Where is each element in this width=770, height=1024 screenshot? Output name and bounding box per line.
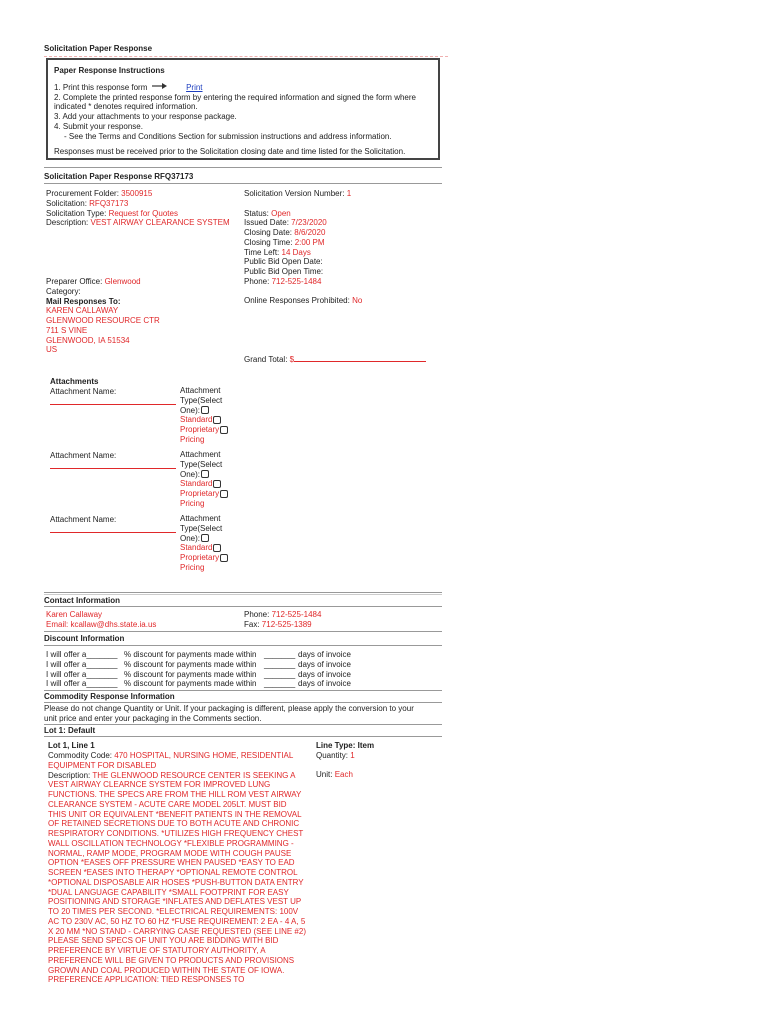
description-line: PREFERENCE BY VIRTUE OF STATUTORY AUTHORITY, A xyxy=(48,946,266,955)
description-line: AC TO 230V AC, 50 HZ TO 60 HZ *FUSE REQUIREMENT: 2 EA - 4 A, 5 xyxy=(48,916,306,926)
title-divider xyxy=(44,56,448,57)
description-line: THIS UNIT OR EQUIVALENT *BENEFIT PATIENTS IN THE REMOVAL xyxy=(48,809,302,819)
checkbox[interactable] xyxy=(201,406,209,414)
arrow-right-icon xyxy=(150,82,170,93)
commodity-code: 470 HOSPITAL, NURSING HOME, RESIDENTIAL xyxy=(114,751,294,760)
grand-total-field[interactable] xyxy=(294,354,426,362)
grand-total: Grand Total: $ xyxy=(244,354,426,365)
attachment-name-label: Attachment Name: xyxy=(50,387,117,396)
discount-col-1 xyxy=(46,650,117,689)
public-bid-open-time: Public Bid Open Time: xyxy=(244,267,324,277)
discount-col-2: % discount for payments made within % discount for payments made within % discount for payments made within % discount for payments made within xyxy=(124,650,257,689)
description-line: X 20 MM *NO STAND - CARRYING CASE REQUESTED (SEE LINE #2) xyxy=(48,926,306,936)
instruction-deadline: Responses must be received prior to the Solicitation closing date and time listed for the Solicitation. xyxy=(54,147,406,157)
proprietary-checkbox[interactable] xyxy=(220,426,228,434)
instructions-title: Paper Response Instructions xyxy=(54,66,165,75)
divider xyxy=(44,645,442,646)
instructions-box xyxy=(46,58,440,160)
mail-block xyxy=(46,277,160,355)
discount-offer-field[interactable]: I will offer a_______ xyxy=(46,650,118,659)
lot-title: Lot 1: Default xyxy=(44,726,96,735)
discount-offer-field[interactable]: I will offer a_______ xyxy=(46,669,118,679)
attachment-name-label: Attachment Name: xyxy=(50,515,117,524)
divider xyxy=(44,702,442,703)
attachments-title: Attachments xyxy=(50,377,99,386)
contact-phone: Phone: 712-525-1484 xyxy=(244,610,322,619)
attachment-type-2: Attachment Type(Select One): Standard Proprietary Pricing xyxy=(180,450,228,509)
public-bid-open-date: Public Bid Open Date: xyxy=(244,257,323,267)
description-line: *OPTIONAL DISPOSABLE AIR HOSES *PUSH-BUTTON DATA ENTRY xyxy=(48,877,304,887)
description-line: *DUAL LANGUAGE CAPABILITY *SMALL FOOTPRINT FOR EASY xyxy=(48,887,289,897)
divider xyxy=(44,183,442,184)
attachment-name-label: Attachment Name: xyxy=(50,451,117,460)
instruction-step-4: 4. Submit your response. xyxy=(54,121,143,131)
description-line: TO 20 TIMES PER SECOND. *ELECTRICAL REQUIREMENTS: 100V xyxy=(48,907,299,916)
discount-days-field[interactable]: _______ xyxy=(264,650,296,659)
contact-fax: Fax: 712-525-1389 xyxy=(244,620,312,629)
checkbox[interactable] xyxy=(201,534,209,542)
mail-line: KAREN CALLAWAY xyxy=(46,306,119,316)
online-responses: Online Responses Prohibited: No xyxy=(244,296,363,305)
checkbox[interactable] xyxy=(201,470,209,478)
commodity-note-cont: unit price and enter your packaging in the Comments section. xyxy=(44,714,262,723)
solicitation-header: Solicitation Paper Response RFQ37173 xyxy=(44,172,194,181)
proprietary-checkbox[interactable] xyxy=(220,490,228,498)
phone: Phone: 712-525-1484 xyxy=(244,276,322,286)
attachment-row-2 xyxy=(50,451,176,472)
divider xyxy=(44,167,442,168)
time-left: Time Left: 14 Days xyxy=(244,247,311,257)
procurement-folder: Procurement Folder: 3500915 xyxy=(46,189,153,198)
discount-days-field[interactable]: _______ xyxy=(264,679,296,689)
divider xyxy=(44,606,442,607)
discount-days-field[interactable]: _______ xyxy=(264,669,296,679)
description-line: RESPIRATORY CONDITIONS. *UTILIZES HIGH FREQUENCY CHEST xyxy=(48,829,304,838)
page-title: Solicitation Paper Response xyxy=(44,44,153,53)
discount-days-field[interactable]: _______ xyxy=(264,659,296,669)
divider xyxy=(44,724,442,725)
description-line: GROWN AND COAL PRODUCED WITHIN THE STATE OF IOWA. xyxy=(48,965,285,975)
discount-offer-field[interactable]: I will offer a_______ xyxy=(46,659,118,669)
lot-line-label: Lot 1, Line 1 xyxy=(48,741,95,750)
mail-responses-label: Mail Responses To: xyxy=(46,296,121,306)
description-line: OPTION *EASES OFF PRESSURE WHEN PAUSED *EASY TO EAD xyxy=(48,858,295,868)
discount-offer-field[interactable]: I will offer a_______ xyxy=(46,679,118,689)
standard-checkbox[interactable] xyxy=(213,480,221,488)
commodity-code-cont: EQUIPMENT FOR DISABLED xyxy=(48,760,157,770)
commodity-title: Commodity Response Information xyxy=(44,692,175,701)
description-line: PREFERENCE WILL BE GIVEN TO PRODUCTS AND PROVISIONS xyxy=(48,955,295,965)
attachment-name-field[interactable] xyxy=(50,525,176,533)
description-line: POSITIONING AND STORAGE *INFLATES AND DEFLATES VEST UP xyxy=(48,897,302,907)
solicitation-info-right xyxy=(244,189,351,287)
discount-title: Discount Information xyxy=(44,634,125,643)
proprietary-checkbox[interactable] xyxy=(220,554,228,562)
divider xyxy=(44,592,442,595)
discount-col-3 xyxy=(264,650,295,689)
mail-line: US xyxy=(46,345,58,355)
category: Category: xyxy=(46,286,81,296)
instruction-step-1: 1. Print this response form Print xyxy=(54,82,203,92)
solicitation-type: Solicitation Type: Request for Quotes xyxy=(46,208,178,218)
contact-title: Contact Information xyxy=(44,596,120,605)
solicitation-info-left xyxy=(46,189,230,228)
closing-time: Closing Time: 2:00 PM xyxy=(244,237,325,247)
attachment-name-field[interactable] xyxy=(50,461,176,469)
description-line: VEST AIRWAY CLEARNCE SYSTEM FOR IMPROVED LUNG xyxy=(48,780,271,790)
commodity-note: Please do not change Quantity or Unit. If your packaging is different, please apply the conversion to your xyxy=(44,704,414,713)
description-line: OF RETAINED SECRETIONS DUE TO BOTH ACUTE AND CHRONIC xyxy=(48,819,300,829)
description-line: NORMAL, RAMP MODE, PROGRAM MODE WITH COUGH PAUSE xyxy=(48,848,292,858)
instruction-step-2: 2. Complete the printed response form by entering the required information and signed the form where xyxy=(54,92,416,102)
description-line: SCREEN *EASES INTO THERAPY *OPTIONAL REMOTE CONTROL xyxy=(48,868,298,877)
description-line: FUNCTIONS. THE SPECS ARE FROM THE HILL ROM VEST AIRWAY xyxy=(48,790,302,799)
quantity: Quantity: 1 xyxy=(316,751,355,760)
solicitation-description: Description: VEST AIRWAY CLEARANCE SYSTEM xyxy=(46,218,230,228)
attachment-type-3: Attachment Type(Select One): Standard Proprietary Pricing xyxy=(180,514,228,573)
contact-email: Email: kcallaw@dhs.state.ia.us xyxy=(46,620,157,629)
issued-date: Issued Date: 7/23/2020 xyxy=(244,218,327,228)
mail-line: GLENWOOD, IA 51534 xyxy=(46,335,130,345)
divider xyxy=(44,690,442,691)
lot-description-block: Commodity Code: 470 HOSPITAL, NURSING HOME, RESIDENTIAL EQUIPMENT FOR DISABLED Description: THE GLENWOOD RESOURCE CENTER IS SEEKING A VEST AIRWAY CLEARNCE SYSTEM FOR IMPROVED LUNG FUNCTIONS. THE SPECS ARE FROM THE HILL ROM VEST AIRWAY CLEARANCE SYSTEM - ACUTE CARE MODEL 205LT. MUST BID THIS UNIT OR EQUIVALENT *BENEFIT PATIENTS IN THE REMOVAL OF RETAINED SECRETIONS DUE TO BOTH ACUTE AND CHRONIC RESPIRATORY CONDITIONS. *UTILIZES HIGH FREQUENCY CHEST WALL OSCILLATION TECHNOLOGY *FLEXIBLE PROGRAMMING - NORMAL, RAMP MODE, PROGRAM MODE WITH COUGH PAUSE OPTION *EASES OFF PRESSURE WHEN PAUSED *EASY TO EAD SCREEN *EASES INTO THERAPY *OPTIONAL REMOTE CONTROL *OPTIONAL DISPOSABLE AIR HOSES *PUSH-BUTTON DATA ENTRY *DUAL LANGUAGE CAPABILITY *SMALL FOOTPRINT FOR EASY POSITIONING AND STORAGE *INFLATES AND DEFLATES VEST UP TO 20 TIMES PER SECOND. *ELECTRICAL REQUIREMENTS: 100V AC TO 230V AC, 50 HZ TO 60 HZ *FUSE REQUIREMENT: 2 EA - 4 A, 5 X 20 MM *NO STAND - CARRYING CASE REQUESTED (SEE LINE #2) PLEASE SEND SPECS OF UNIT YOU ARE BIDDING WITH BID PREFERENCE BY VIRTUE OF STATUTORY AUTHORITY, A PREFERENCE WILL BE GIVEN TO PRODUCTS AND PROVISIONS GROWN AND COAL PRODUCED WITHIN THE STATE OF IOWA. PREFERENCE APPLICATION: TIED RESPONSES TO xyxy=(48,751,316,985)
instruction-step-3: 3. Add your attachments to your response package. xyxy=(54,112,237,121)
version-number: Solicitation Version Number: 1 xyxy=(244,189,352,198)
unit: Unit: Each xyxy=(316,770,353,779)
standard-checkbox[interactable] xyxy=(213,544,221,552)
print-link[interactable]: Print xyxy=(186,82,203,92)
mail-line: GLENWOOD RESOURCE CTR xyxy=(46,316,160,325)
instruction-step-4-sub: - See the Terms and Conditions Section for submission instructions and address information. xyxy=(64,131,392,141)
mail-line: 711 S VINE xyxy=(46,325,88,335)
attachment-type-1: Attachment Type(Select One): Standard Proprietary Pricing xyxy=(180,386,228,445)
attachment-row-1 xyxy=(50,387,176,408)
discount-col-4: days of invoice days of invoice days of invoice days of invoice xyxy=(298,650,351,689)
attachment-name-field[interactable] xyxy=(50,397,176,405)
description-text: THE GLENWOOD RESOURCE CENTER IS SEEKING A xyxy=(92,770,296,780)
description-line: PREFERENCE APPLICATION: TIED RESPONSES TO xyxy=(48,975,245,985)
line-type: Line Type: Item xyxy=(316,741,375,750)
description-line: CLEARANCE SYSTEM - ACUTE CARE MODEL 205LT. MUST BID xyxy=(48,799,287,809)
instruction-step-2-cont: indicated * denotes required information. xyxy=(54,102,198,112)
divider xyxy=(44,631,442,632)
divider xyxy=(44,736,442,737)
contact-name: Karen Callaway xyxy=(46,610,103,619)
attachment-row-3 xyxy=(50,515,176,536)
status: Status: Open xyxy=(244,208,291,218)
description-line: WALL OSCILLATION TECHNOLOGY *FLEXIBLE PROGRAMMING - xyxy=(48,838,294,848)
closing-date: Closing Date: 8/6/2020 xyxy=(244,228,326,238)
standard-checkbox[interactable] xyxy=(213,416,221,424)
preparer-office: Preparer Office: Glenwood xyxy=(46,277,141,286)
solicitation-number: Solicitation: RFQ37173 xyxy=(46,198,129,208)
description-line: PLEASE SEND SPECS OF UNIT YOU ARE BIDDING WITH BID xyxy=(48,936,279,946)
